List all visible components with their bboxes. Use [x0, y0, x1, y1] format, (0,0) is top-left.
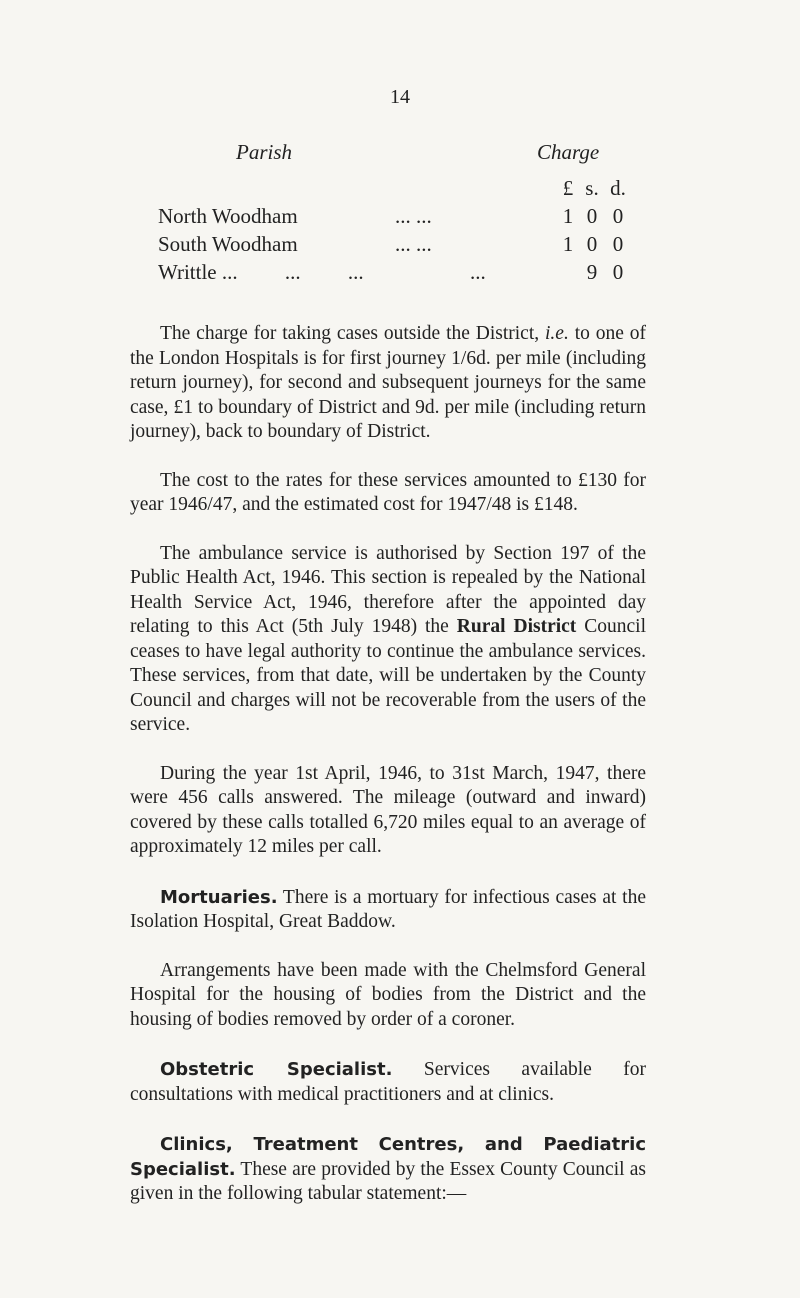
paragraph-obstetric-specialist	[130, 1058, 646, 1107]
paragraph-text: to one of the London Hospitals is for first journey 1/6d. per mile (including return journey), for second and subsequent journeys for the same case, £1 to boundary of District and 9d. per mile (including return journey), back to boundary of District.	[130, 323, 646, 442]
parish-charge-table	[0, 140, 800, 290]
paragraph-mortuaries	[130, 886, 646, 935]
leader-dots: ... ...	[395, 204, 432, 228]
leader-dots: ... ...	[395, 232, 432, 256]
paragraph-text: Services available for consultations with medical practitioners and at clinics.	[130, 1059, 647, 1105]
charge-shillings: 0	[586, 232, 598, 256]
italic-ie: i.e.	[545, 323, 569, 344]
table-row	[0, 260, 800, 288]
table-row	[0, 204, 800, 232]
heading-clinics-treatment-centres: Clinics, Treatment Centres, and Paediatric Specialist.	[130, 1134, 646, 1180]
paragraph-text: These are provided by the Essex County Council as given in the following tabular statement:—	[130, 1158, 646, 1204]
paragraph-text: There is a mortuary for infectious cases at the Isolation Hospital, Great Baddow.	[130, 886, 646, 932]
paragraph-text: The charge for taking cases outside the District,	[160, 323, 545, 344]
parish-name: North Woodham	[158, 204, 298, 228]
bold-rural-district: Rural District	[456, 616, 577, 637]
heading-obstetric-specialist: Obstetric Specialist.	[160, 1059, 393, 1080]
paragraph-text: Council ceases to have legal authority to continue the ambulance services. These services, from that date, will be undertaken by the County Council and charges will not be recoverable from the users of the service.	[130, 616, 647, 735]
page-number: 14	[390, 86, 410, 108]
paragraph-calls-answered: During the year 1st April, 1946, to 31st March, 1947, there were 456 calls answered. The mileage (outward and inward) covered by these calls totalled 6,720 miles equal to an average of approximately 12 miles per call.	[130, 762, 646, 857]
paragraph-ambulance-authority	[130, 542, 646, 738]
heading-mortuaries: Mortuaries.	[160, 886, 278, 908]
table-row	[0, 232, 800, 260]
body-text	[130, 322, 646, 1231]
charge-pounds: 1	[562, 232, 574, 256]
paragraph-text: The ambulance service is authorised by Section 197 of the Public Health Act, 1946. This section is repealed by the National Health Service Act, 1946, therefore after the appointed day relating to this Act (5th July 1948) the	[130, 542, 646, 637]
charge-pounds: 1	[562, 204, 574, 228]
charge-pence: 0	[612, 204, 624, 228]
charge-shillings: 0	[586, 204, 598, 228]
paragraph-clinics	[130, 1133, 646, 1207]
unit-shillings: s.	[585, 176, 599, 200]
paragraph-outside-district-charges	[130, 322, 646, 445]
unit-pounds: £	[562, 176, 574, 200]
parish-name: Writtle ... ... ...	[158, 260, 364, 284]
column-header-parish: Parish	[236, 140, 293, 164]
charge-pence: 0	[612, 232, 624, 256]
unit-pence: d.	[610, 176, 626, 200]
paragraph-cost-to-rates: The cost to the rates for these services amounted to £130 for year 1946/47, and the estimated cost for 1947/48 is £148.	[130, 469, 646, 515]
paragraph-chelmsford-arrangements: Arrangements have been made with the Chelmsford General Hospital for the housing of bodies from the District and the housing of bodies removed by order of a coroner.	[130, 959, 646, 1030]
charge-pence: 0	[612, 260, 624, 284]
charge-shillings: 9	[586, 260, 598, 284]
column-header-charge: Charge	[537, 140, 600, 164]
leader-dots: ...	[470, 260, 486, 284]
parish-name: South Woodham	[158, 232, 298, 256]
